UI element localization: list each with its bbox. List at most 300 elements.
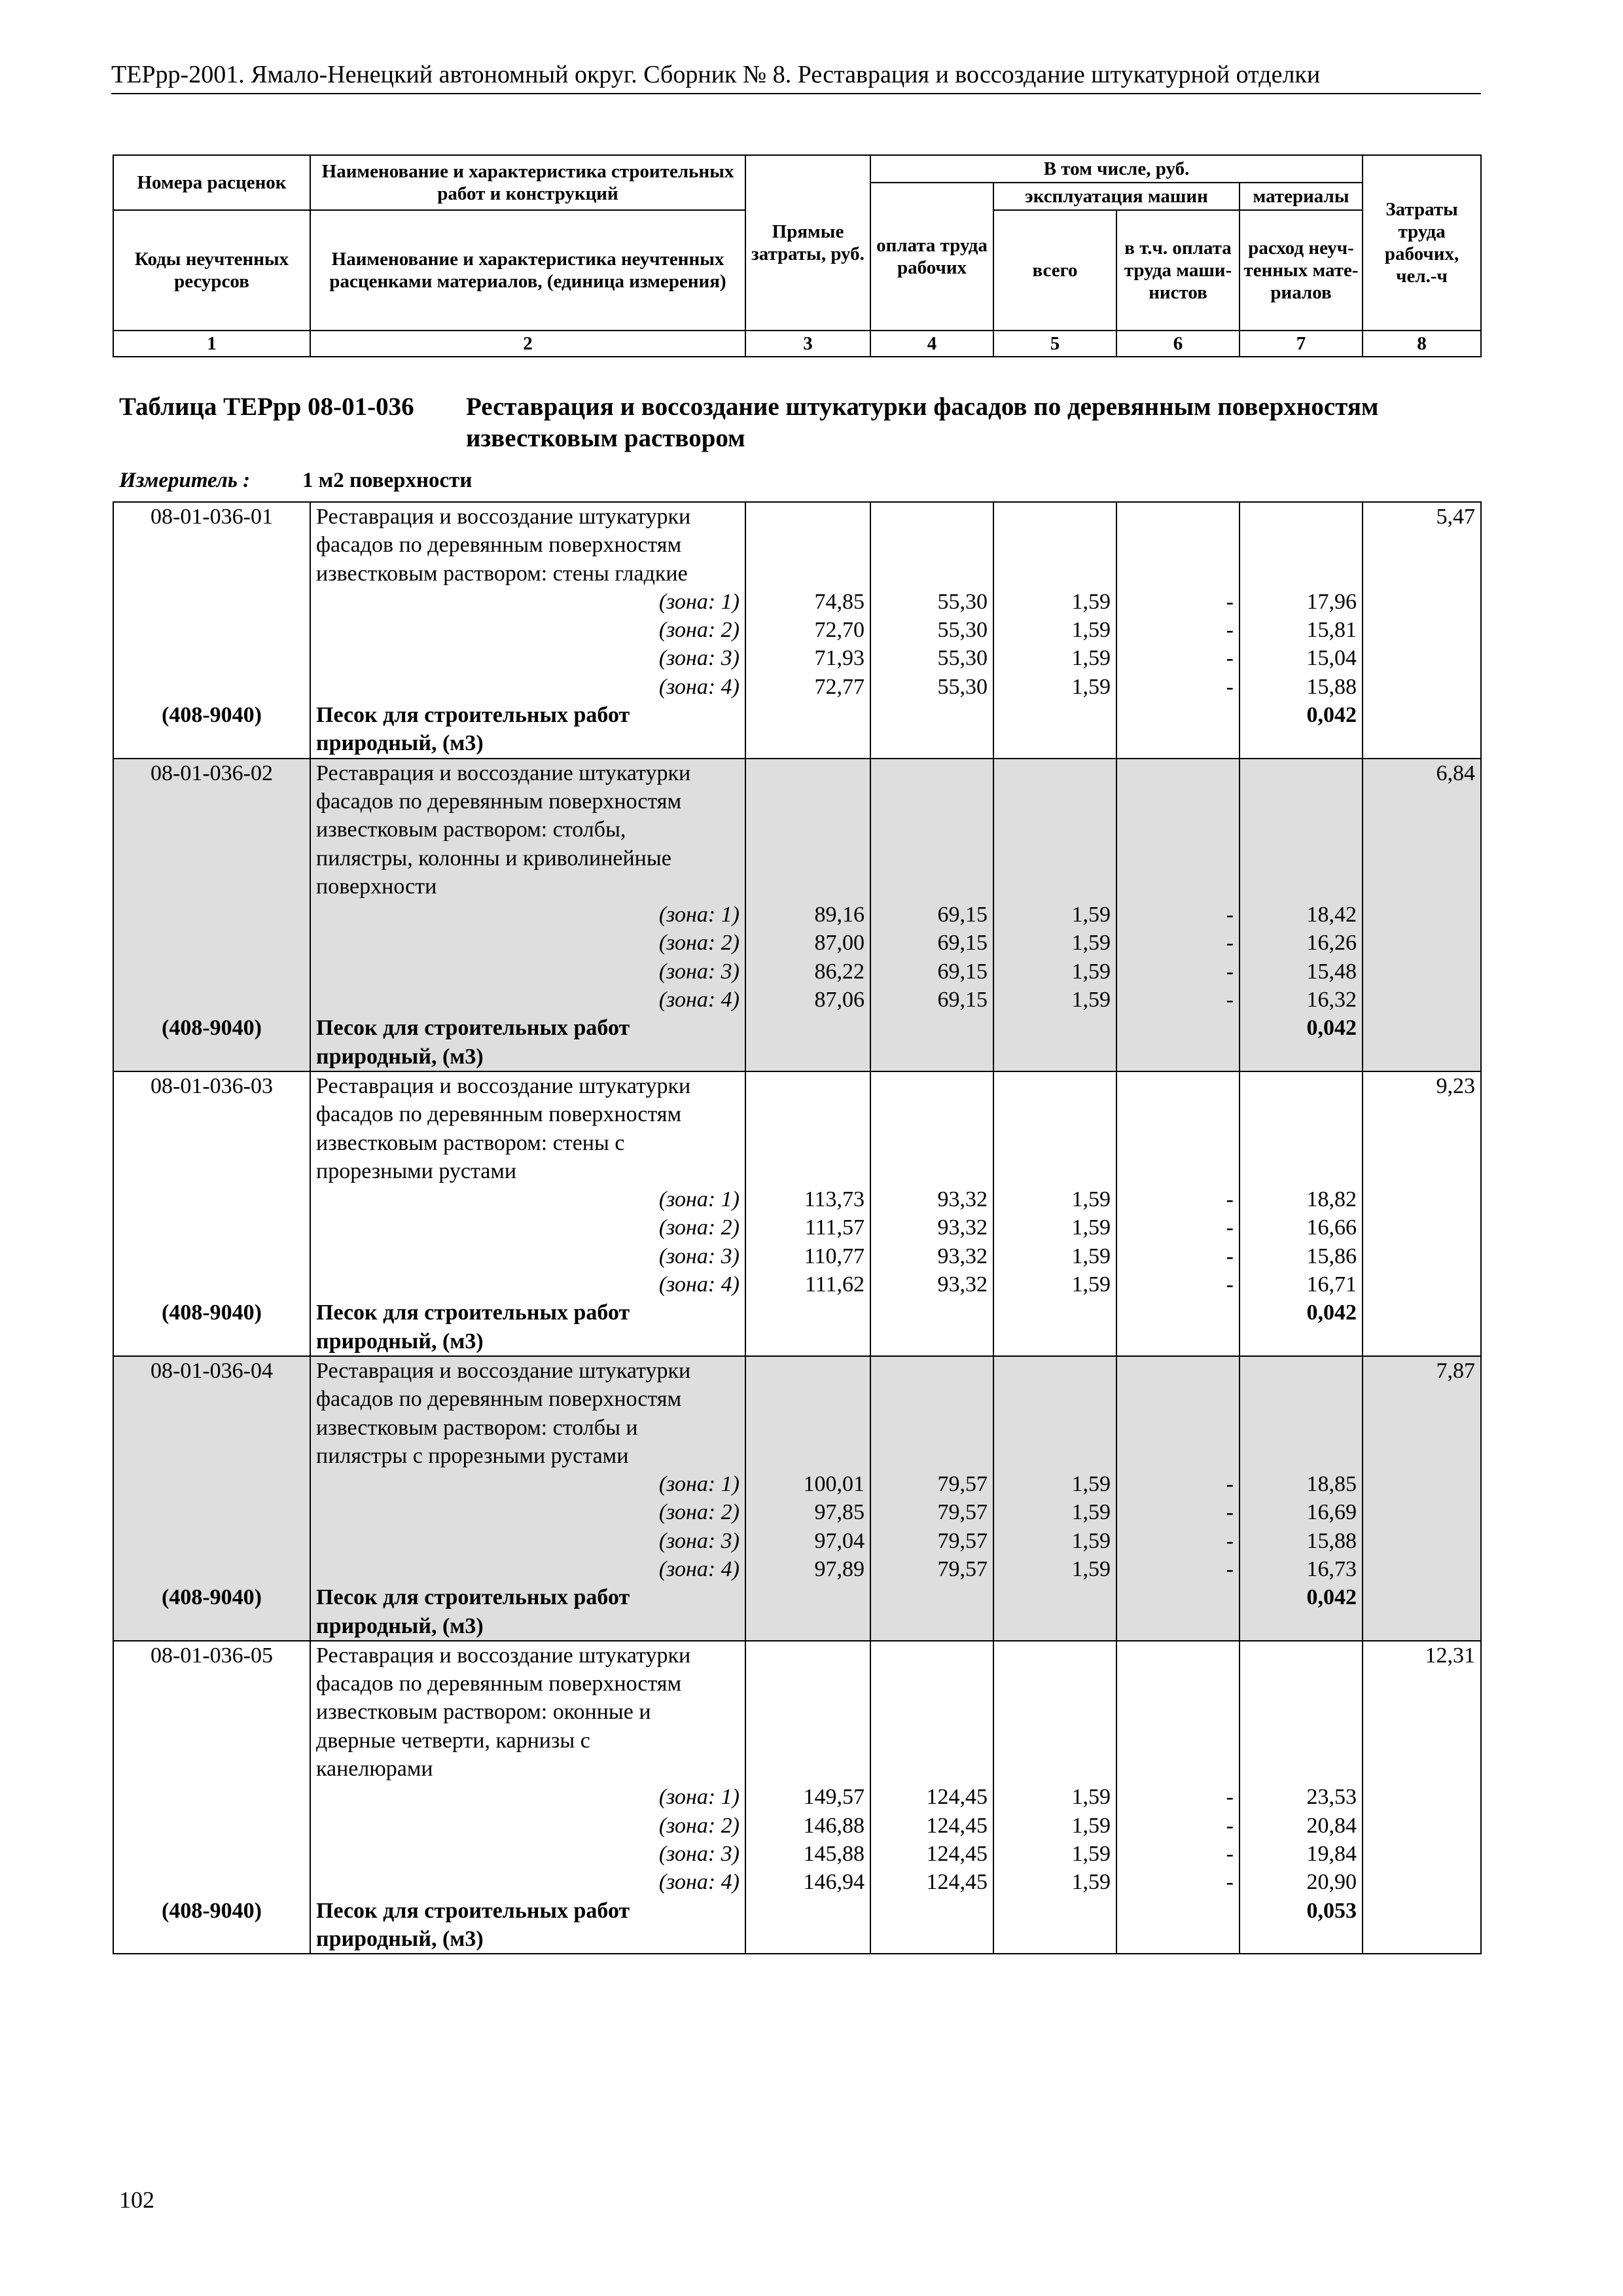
machines-total: 1,59 [1071, 1187, 1111, 1212]
spacer [999, 872, 1111, 901]
rate-row [113, 1071, 1481, 1356]
direct-cost: 97,85 [814, 1500, 865, 1525]
resource-name-line: природный, (м3) [316, 1926, 484, 1951]
zone-label: (зона: 1) [658, 1187, 740, 1212]
header-machinist-wages: в т.ч. оплата труда маши-нистов [1116, 210, 1240, 331]
machines-total: 1,59 [1071, 1272, 1111, 1297]
machinist-wages-cell [1116, 759, 1240, 1071]
spacer [119, 844, 304, 872]
direct-cost-cell [745, 759, 870, 1071]
machines-total-cell [993, 1356, 1116, 1641]
zone-label: (зона: 4) [658, 1272, 740, 1297]
spacer [751, 1385, 865, 1413]
direct-cost: 149,57 [803, 1785, 865, 1810]
resource-name-line: природный, (м3) [316, 1044, 484, 1069]
labor-value: 6,84 [1436, 761, 1475, 785]
rate-description-line: поверхности [316, 874, 437, 899]
rate-description-cell [310, 502, 745, 759]
spacer [119, 929, 304, 957]
material-cost: 15,86 [1306, 1244, 1357, 1268]
material-cost-cell [1240, 1641, 1363, 1954]
zone-label: (зона: 4) [658, 1556, 740, 1581]
spacer [1122, 1385, 1234, 1413]
rate-description-line: прорезными рустами [316, 1158, 517, 1183]
spacer [751, 1755, 865, 1783]
spacer [751, 1100, 865, 1128]
resource-code: (408-9040) [162, 1585, 262, 1610]
header-direct-costs: Прямые затраты, руб. [745, 155, 870, 331]
direct-cost: 89,16 [814, 903, 865, 927]
spacer [1245, 759, 1357, 787]
spacer [1122, 1755, 1234, 1783]
rate-code: 08-01-036-01 [151, 505, 273, 529]
spacer [119, 644, 304, 672]
spacer [876, 1755, 988, 1783]
machines-total: 1,59 [1071, 1785, 1111, 1810]
spacer [1122, 1100, 1234, 1128]
labor-cell [1363, 1356, 1481, 1641]
rate-description-cell [310, 1356, 745, 1641]
direct-cost: 72,70 [814, 618, 865, 643]
spacer [119, 588, 304, 616]
spacer [751, 1698, 865, 1726]
spacer [751, 816, 865, 844]
zone-label: (зона: 3) [658, 1841, 740, 1866]
worker-wages: 124,45 [926, 1841, 988, 1866]
spacer [1122, 816, 1234, 844]
rate-description-line: Реставрация и воссоздание штукатурки [316, 1358, 691, 1383]
rate-description-line: Реставрация и воссоздание штукатурки [316, 1073, 691, 1098]
rate-code: 08-01-036-02 [151, 761, 273, 785]
rate-code-cell [113, 502, 310, 759]
machines-total: 1,59 [1071, 1870, 1111, 1895]
header-material-usage: расход неуч-тенных мате-риалов [1240, 210, 1363, 331]
rate-description-line: фасадов по деревянным поверхностям [316, 789, 682, 814]
header-rate-numbers: Номера расценок [113, 155, 310, 210]
spacer [1122, 1698, 1234, 1726]
machinist-wages: - [1226, 618, 1234, 643]
spacer [119, 673, 304, 701]
spacer [119, 1670, 304, 1698]
labor-value: 5,47 [1436, 505, 1475, 529]
spacer [999, 1157, 1111, 1185]
spacer [751, 503, 865, 531]
spacer [119, 872, 304, 901]
spacer [1122, 1727, 1234, 1755]
spacer [119, 1414, 304, 1442]
rate-description-line: Реставрация и воссоздание штукатурки [316, 761, 691, 785]
spacer [1245, 1100, 1357, 1128]
table-code: Таблица ТЕРрр 08-01-036 [119, 393, 414, 421]
machinist-wages: - [1226, 1528, 1234, 1553]
labor-cell [1363, 1071, 1481, 1356]
zone-label: (зона: 3) [658, 646, 740, 671]
machinist-wages: - [1226, 1215, 1234, 1240]
spacer [751, 1157, 865, 1185]
zone-label: (зона: 2) [658, 618, 740, 643]
spacer [119, 901, 304, 929]
spacer [119, 1270, 304, 1299]
col-number: 7 [1240, 331, 1363, 357]
zone-label: (зона: 2) [658, 1500, 740, 1525]
machinist-wages: - [1226, 1500, 1234, 1525]
material-cost: 15,88 [1306, 674, 1357, 699]
header-wages: оплата труда рабочих [870, 183, 993, 331]
spacer [1122, 1129, 1234, 1157]
resource-quantity: 0,042 [1306, 1016, 1357, 1041]
spacer [1245, 872, 1357, 901]
spacer [751, 1641, 865, 1670]
rate-description-line: канелюрами [316, 1757, 433, 1782]
spacer [119, 1385, 304, 1413]
machines-total: 1,59 [1071, 1215, 1111, 1240]
direct-cost: 110,77 [804, 1244, 865, 1268]
spacer [1245, 1641, 1357, 1670]
spacer [1122, 1670, 1234, 1698]
machines-total: 1,59 [1071, 1528, 1111, 1553]
spacer [876, 787, 988, 816]
spacer [1245, 1157, 1357, 1185]
material-cost: 23,53 [1306, 1785, 1357, 1810]
material-cost-cell [1240, 1071, 1363, 1356]
header-labor: Затраты труда рабочих, чел.-ч [1363, 155, 1481, 331]
rate-code-cell [113, 1071, 310, 1356]
spacer [876, 531, 988, 559]
material-cost: 18,42 [1306, 903, 1357, 927]
spacer [876, 1698, 988, 1726]
col-number: 3 [745, 331, 870, 357]
rate-code: 08-01-036-05 [151, 1643, 273, 1668]
spacer [119, 1698, 304, 1726]
spacer [119, 1783, 304, 1811]
spacer [1245, 531, 1357, 559]
machinist-wages: - [1226, 1472, 1234, 1497]
worker-wages: 79,57 [937, 1472, 988, 1497]
spacer [1122, 1641, 1234, 1670]
header-including: В том числе, руб. [870, 155, 1363, 183]
spacer [1122, 531, 1234, 559]
spacer [119, 1727, 304, 1755]
spacer [119, 1242, 304, 1270]
spacer [1122, 787, 1234, 816]
spacer [999, 1727, 1111, 1755]
resource-code: (408-9040) [162, 1898, 262, 1923]
resource-name-line: Песок для строительных работ [316, 1585, 630, 1610]
direct-cost: 87,00 [814, 931, 865, 956]
machines-total: 1,59 [1071, 1841, 1111, 1866]
rate-description-line: известковым раствором: стены с [316, 1130, 625, 1155]
machinist-wages: - [1226, 988, 1234, 1013]
spacer [1245, 1727, 1357, 1755]
spacer [1122, 503, 1234, 531]
spacer [1245, 1072, 1357, 1100]
spacer [876, 503, 988, 531]
rate-code: 08-01-036-03 [151, 1073, 273, 1098]
measurement-unit [119, 469, 472, 493]
worker-wages: 124,45 [926, 1870, 988, 1895]
spacer [1245, 787, 1357, 816]
material-cost-cell [1240, 759, 1363, 1071]
material-cost: 16,69 [1306, 1500, 1357, 1525]
labor-cell [1363, 759, 1481, 1071]
spacer [876, 1129, 988, 1157]
spacer [999, 1414, 1111, 1442]
rate-row [113, 502, 1481, 759]
resource-name-line: Песок для строительных работ [316, 1898, 630, 1923]
worker-wages: 124,45 [926, 1813, 988, 1838]
table-name: Реставрация и воссоздание штукатурки фасадов по деревянным поверхностям известковым раствором [466, 393, 1379, 452]
zone-label: (зона: 1) [658, 1472, 740, 1497]
labor-value: 9,23 [1436, 1073, 1475, 1098]
resource-quantity: 0,042 [1306, 703, 1357, 728]
machinist-wages: - [1226, 1272, 1234, 1297]
material-cost: 15,88 [1306, 1528, 1357, 1553]
worker-wages: 93,32 [937, 1272, 988, 1297]
rate-description-line: известковым раствором: стены гладкие [316, 561, 688, 586]
worker-wages: 55,30 [937, 646, 988, 671]
spacer [876, 1670, 988, 1698]
spacer [1122, 1442, 1234, 1470]
spacer [1245, 1670, 1357, 1698]
spacer [1122, 560, 1234, 588]
spacer [876, 1357, 988, 1385]
spacer [1245, 1385, 1357, 1413]
spacer [751, 759, 865, 787]
spacer [999, 503, 1111, 531]
rate-description-cell [310, 759, 745, 1071]
worker-wages: 79,57 [937, 1528, 988, 1553]
spacer [999, 759, 1111, 787]
direct-cost-cell [745, 502, 870, 759]
material-cost: 20,90 [1306, 1870, 1357, 1895]
spacer [1122, 1157, 1234, 1185]
spacer [876, 872, 988, 901]
spacer [1122, 844, 1234, 872]
rate-description-line: фасадов по деревянным поверхностям [316, 1102, 682, 1127]
spacer [876, 1072, 988, 1100]
spacer [876, 1157, 988, 1185]
spacer [119, 787, 304, 816]
machinist-wages: - [1226, 1813, 1234, 1838]
spacer [751, 531, 865, 559]
spacer [751, 1727, 865, 1755]
spacer [876, 844, 988, 872]
spacer [876, 1641, 988, 1670]
spacer [119, 1470, 304, 1498]
spacer [876, 560, 988, 588]
machines-total: 1,59 [1071, 646, 1111, 671]
page-number: 102 [119, 2187, 154, 2213]
rate-description-line: дверные четверти, карнизы с [316, 1728, 590, 1753]
rate-description-line: известковым раствором: оконные и [316, 1700, 651, 1725]
machinist-wages: - [1226, 1785, 1234, 1810]
spacer [876, 1414, 988, 1442]
header-machines-total: всего [993, 210, 1116, 331]
machinist-wages-cell [1116, 1356, 1240, 1641]
rate-row [113, 1356, 1481, 1641]
worker-wages: 69,15 [937, 931, 988, 956]
zone-label: (зона: 2) [658, 1813, 740, 1838]
material-cost: 17,96 [1306, 589, 1357, 614]
spacer [751, 1072, 865, 1100]
rate-description-cell [310, 1071, 745, 1356]
machines-total: 1,59 [1071, 988, 1111, 1013]
material-cost: 20,84 [1306, 1813, 1357, 1838]
spacer [751, 560, 865, 588]
spacer [999, 844, 1111, 872]
material-cost-cell [1240, 1356, 1363, 1641]
spacer [751, 787, 865, 816]
machinist-wages: - [1226, 1187, 1234, 1212]
spacer [119, 1527, 304, 1555]
machines-total-cell [993, 759, 1116, 1071]
unit-label: Измеритель : [119, 469, 251, 492]
worker-wages: 93,32 [937, 1187, 988, 1212]
zone-label: (зона: 3) [658, 959, 740, 984]
spacer [751, 1442, 865, 1470]
spacer [119, 1868, 304, 1896]
machines-total-cell [993, 1071, 1116, 1356]
material-cost: 16,26 [1306, 931, 1357, 956]
worker-wages: 69,15 [937, 988, 988, 1013]
direct-cost: 111,57 [805, 1215, 865, 1240]
spacer [1245, 1414, 1357, 1442]
spacer [1245, 503, 1357, 531]
spacer [119, 1100, 304, 1128]
direct-cost: 71,93 [814, 646, 865, 671]
machinist-wages: - [1226, 903, 1234, 927]
spacer [751, 1414, 865, 1442]
spacer [999, 1385, 1111, 1413]
spacer [999, 560, 1111, 588]
worker-wages: 55,30 [937, 589, 988, 614]
machines-total: 1,59 [1071, 674, 1111, 699]
direct-cost: 74,85 [814, 589, 865, 614]
spacer [119, 1157, 304, 1185]
direct-cost-cell [745, 1641, 870, 1954]
zone-label: (зона: 2) [658, 931, 740, 956]
spacer [999, 1670, 1111, 1698]
rate-code-cell [113, 759, 310, 1071]
resource-code: (408-9040) [162, 703, 262, 728]
resource-quantity: 0,053 [1306, 1898, 1357, 1923]
machines-total: 1,59 [1071, 903, 1111, 927]
direct-cost: 87,06 [814, 988, 865, 1013]
header-resource-codes: Коды неучтенных ресурсов [113, 210, 310, 331]
machines-total-cell [993, 502, 1116, 759]
spacer [119, 986, 304, 1014]
header-materials: материалы [1240, 183, 1363, 210]
machines-total: 1,59 [1071, 1813, 1111, 1838]
spacer [751, 1670, 865, 1698]
resource-name-line: Песок для строительных работ [316, 703, 630, 728]
spacer [1122, 1072, 1234, 1100]
resource-name-line: природный, (м3) [316, 1613, 484, 1638]
spacer [999, 1072, 1111, 1100]
spacer [751, 1129, 865, 1157]
material-cost: 18,85 [1306, 1472, 1357, 1497]
spacer [999, 1641, 1111, 1670]
spacer [999, 1357, 1111, 1385]
spacer [1122, 759, 1234, 787]
machinist-wages: - [1226, 646, 1234, 671]
machinist-wages-cell [1116, 502, 1240, 759]
spacer [999, 531, 1111, 559]
unit-value: 1 м2 поверхности [302, 469, 473, 492]
spacer [119, 958, 304, 986]
zone-label: (зона: 1) [658, 1785, 740, 1810]
worker-wages: 93,32 [937, 1215, 988, 1240]
labor-cell [1363, 1641, 1481, 1954]
col-number: 1 [113, 331, 310, 357]
material-cost: 16,73 [1306, 1556, 1357, 1581]
labor-cell [1363, 502, 1481, 759]
spacer [119, 1185, 304, 1213]
direct-cost: 97,89 [814, 1556, 865, 1581]
spacer [999, 1442, 1111, 1470]
rate-description-line: фасадов по деревянным поверхностям [316, 1387, 682, 1412]
spacer [119, 1442, 304, 1470]
spacer [1245, 1755, 1357, 1783]
header-machines: эксплуатация машин [993, 183, 1240, 210]
direct-cost: 111,62 [805, 1272, 865, 1297]
spacer [999, 1755, 1111, 1783]
spacer [999, 787, 1111, 816]
rate-description-line: известковым раствором: столбы, [316, 817, 626, 842]
resource-quantity: 0,042 [1306, 1585, 1357, 1610]
material-cost: 16,66 [1306, 1215, 1357, 1240]
zone-label: (зона: 4) [658, 674, 740, 699]
worker-wages: 69,15 [937, 959, 988, 984]
zone-label: (зона: 3) [658, 1528, 740, 1553]
spacer [119, 816, 304, 844]
spacer [876, 1442, 988, 1470]
spacer [119, 531, 304, 559]
spacer [119, 1213, 304, 1242]
worker-wages: 79,57 [937, 1500, 988, 1525]
resource-name-line: Песок для строительных работ [316, 1016, 630, 1041]
spacer [1245, 560, 1357, 588]
machines-total: 1,59 [1071, 931, 1111, 956]
material-cost: 19,84 [1306, 1841, 1357, 1866]
machinist-wages: - [1226, 959, 1234, 984]
spacer [999, 1100, 1111, 1128]
col-number: 8 [1363, 331, 1481, 357]
spacer [751, 872, 865, 901]
spacer [119, 616, 304, 644]
worker-wages: 55,30 [937, 618, 988, 643]
zone-label: (зона: 1) [658, 589, 740, 614]
table-title [119, 391, 1480, 454]
rate-description-cell [310, 1641, 745, 1954]
machinist-wages: - [1226, 1870, 1234, 1895]
spacer [751, 1357, 865, 1385]
resource-quantity: 0,042 [1306, 1300, 1357, 1325]
spacer [999, 1129, 1111, 1157]
spacer [1245, 816, 1357, 844]
material-cost: 15,48 [1306, 959, 1357, 984]
spacer [751, 844, 865, 872]
spacer [1245, 1698, 1357, 1726]
direct-cost: 72,77 [814, 674, 865, 699]
direct-cost: 100,01 [803, 1472, 865, 1497]
direct-cost: 86,22 [814, 959, 865, 984]
machinist-wages-cell [1116, 1641, 1240, 1954]
machinist-wages: - [1226, 674, 1234, 699]
resource-name-line: природный, (м3) [316, 731, 484, 756]
spacer [1245, 1442, 1357, 1470]
col-number: 4 [870, 331, 993, 357]
